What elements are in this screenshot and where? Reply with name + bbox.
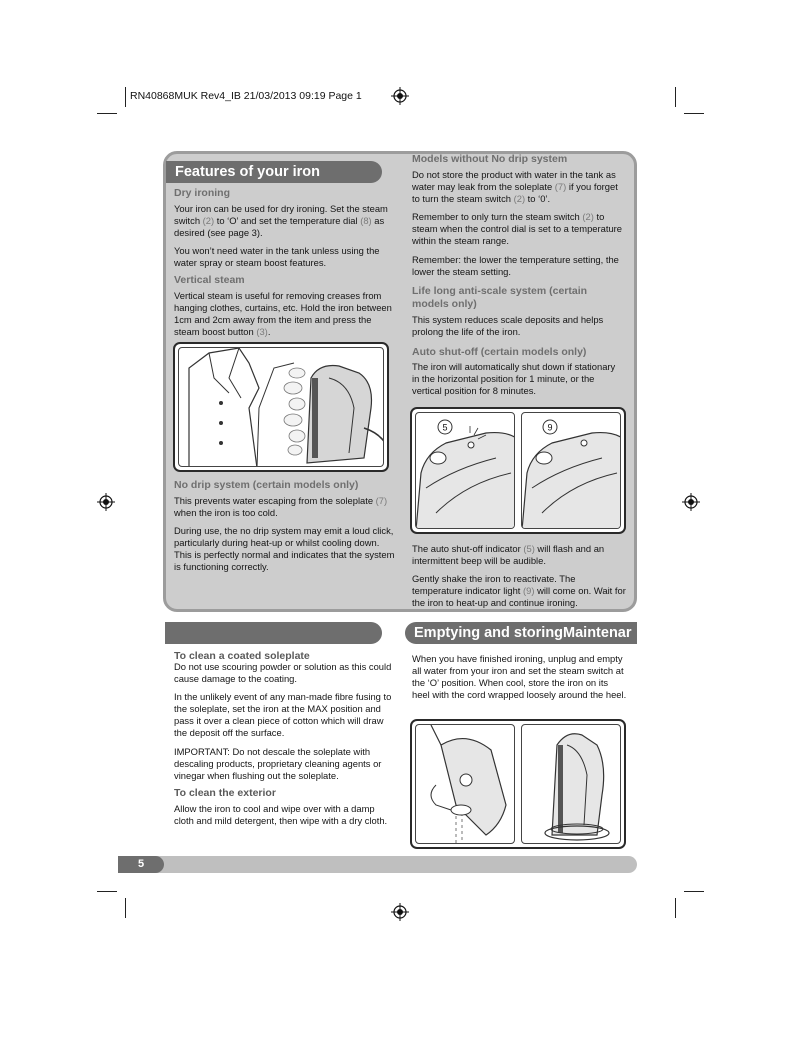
iron-indicator-illustration-left	[416, 413, 515, 529]
no-drip-heading: No drip system (certain models only)	[174, 479, 359, 491]
registration-mark-icon	[391, 903, 409, 921]
indicator-label-5: 5	[442, 422, 448, 433]
emptying-iron-illustration	[416, 725, 515, 844]
no-drip-text: This prevents water escaping from the soleplate (7) when the iron is too cold. During use, the no drip system may emit a loud click, particularly during heat-up or whilst cooling down. This is perfectly normal and indicates that the system is functioning correctly.	[174, 495, 395, 573]
crop-mark-icon	[675, 87, 676, 107]
crop-mark-icon	[97, 891, 117, 892]
auto-shutoff-text: The iron will automatically shut down if stationary in the horizontal position for 1 minute, or the vertical position for 8 minutes.	[412, 361, 616, 397]
footer-bar	[118, 856, 637, 873]
registration-mark-icon	[682, 493, 700, 511]
print-slug: RN40868MUK Rev4_IB 21/03/2013 09:19 Page 1	[130, 90, 362, 102]
storing-figure	[410, 719, 626, 849]
auto-shutoff-heading: Auto shut-off (certain models only)	[412, 346, 587, 358]
vertical-steam-figure	[173, 342, 389, 472]
features-title-bar: Features of your iron	[166, 161, 382, 183]
dry-ironing-heading: Dry ironing	[174, 187, 231, 199]
models-without-heading: Models without No drip system	[412, 153, 568, 165]
registration-mark-icon	[391, 87, 409, 105]
models-without-text: Do not store the product with water in the tank as water may leak from the soleplate (7) if you forget to turn the steam switch (2) to ‘0’. Remember to only turn the steam switch (2) to steam when the control dial is set to a temperature within the steam range. Remember: the lower the temperature setting, the lower the steam setting.	[412, 169, 623, 277]
auto-shutoff-text-2: The auto shut-off indicator (5) will flash and an intermittent beep will be audible. Gently shake the iron to reactivate. The temperature indicator light (9) will come on. Wait for the iron to heat-up and continue ironing.	[412, 543, 626, 609]
crop-mark-icon	[675, 898, 676, 918]
dry-ironing-text: Your iron can be used for dry ironing. Set the steam switch (2) to ‘O’ and set the temperature dial (8) as desired (see page 3). You won’t need water in the tank unless using the water spray or steam boost features.	[174, 203, 388, 269]
stored-iron-illustration	[522, 725, 621, 844]
registration-mark-icon	[97, 493, 115, 511]
anti-scale-heading: Life long anti-scale system (certain models only)	[412, 285, 588, 310]
iron-indicator-illustration-right	[522, 413, 621, 529]
indicator-label-9: 9	[547, 422, 553, 433]
coated-soleplate-text: Do not use scouring powder or solution as this could cause damage to the coating. In the unlikely event of any man-made fibre fusing to the soleplate, set the iron at the MAX position and pass it over a clean piece of cotton which will draw the deposit off the surface. IMPORTANT: Do not descale the soleplate with descaling products, proprietary cleaning agents or vinegar when flushing out the soleplate.	[174, 661, 392, 781]
vertical-steam-text: Vertical steam is useful for removing creases from hanging clothes, curtains, etc. Hold the iron between 1cm and 2cm away from the item and press the steam boost button (3).	[174, 290, 392, 338]
crop-mark-icon	[125, 87, 126, 107]
vertical-steam-heading: Vertical steam	[174, 274, 245, 286]
shirt-and-iron-illustration	[179, 348, 384, 467]
anti-scale-text: This system reduces scale deposits and helps prolong the life of the iron.	[412, 314, 604, 338]
storing-title-bar: Emptying and storingMaintenar	[405, 622, 637, 644]
crop-mark-icon	[684, 891, 704, 892]
coated-soleplate-heading: To clean a coated soleplate	[174, 650, 310, 662]
crop-mark-icon	[684, 113, 704, 114]
auto-shutoff-figure	[410, 407, 626, 534]
page-number: 5	[118, 856, 164, 873]
maintenance-title-bar	[165, 622, 382, 644]
crop-mark-icon	[97, 113, 117, 114]
storing-text: When you have finished ironing, unplug and empty all water from your iron and set the steam switch at the ‘O’ position. When cool, store the iron on its heel with the cord wrapped loosely around the heel.	[412, 653, 627, 701]
exterior-text: Allow the iron to cool and wipe over with a damp cloth and mild detergent, then wipe with a dry cloth.	[174, 803, 388, 827]
exterior-heading: To clean the exterior	[174, 787, 276, 799]
crop-mark-icon	[125, 898, 126, 918]
